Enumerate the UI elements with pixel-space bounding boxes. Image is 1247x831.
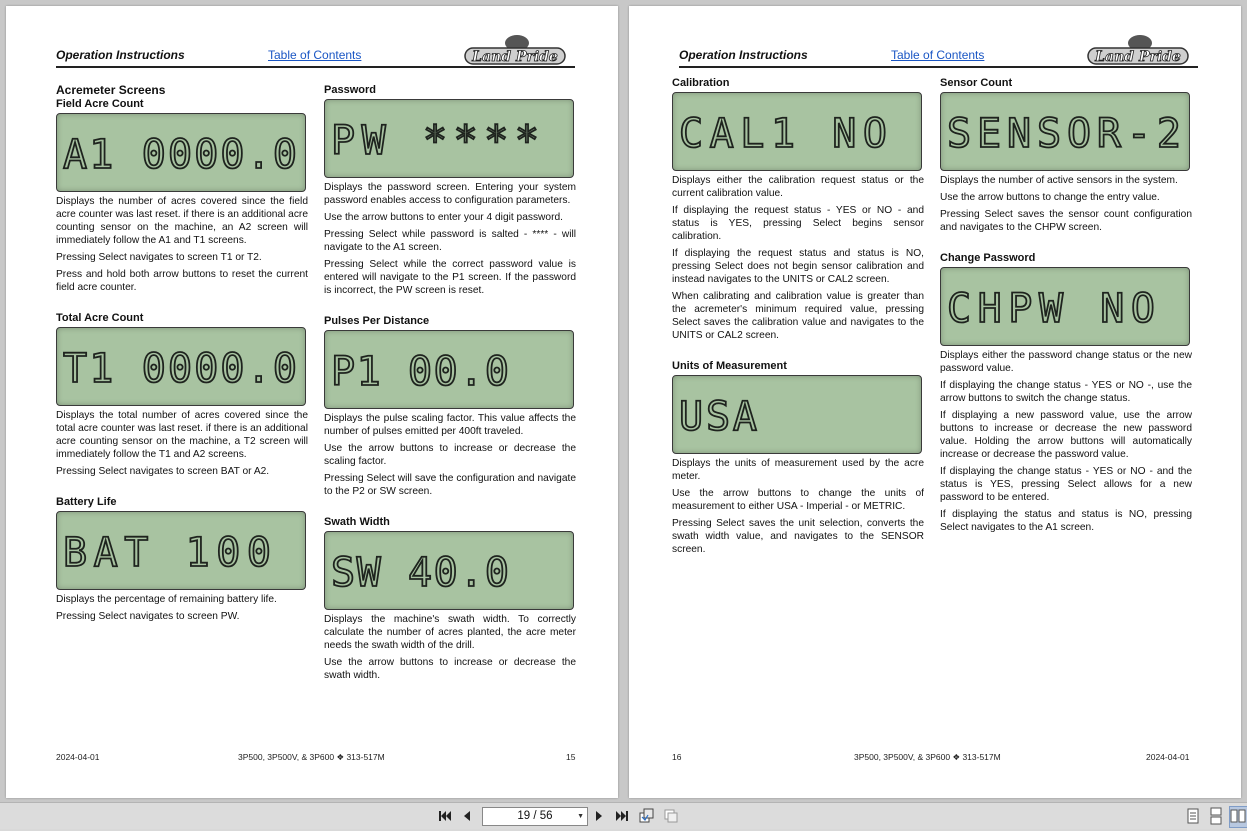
svg-text:BAT 100: BAT 100 — [63, 530, 273, 576]
swath-lcd — [324, 531, 574, 610]
svg-text:Land Pride: Land Pride — [472, 49, 558, 65]
svg-text:T1 0000.0: T1 0000.0 — [63, 346, 299, 392]
prev-page-icon[interactable] — [458, 807, 476, 825]
sensor-text-1: Displays the number of active sensors in the system. — [940, 175, 1178, 186]
footer-date: 2024-04-01 — [1146, 752, 1190, 762]
land-pride-logo — [463, 34, 567, 68]
chpw-text-4: If displaying the change status - YES or NO - and the status is YES, pressing Select allows for a new password to be entered. — [940, 466, 1192, 503]
svg-text:USA: USA — [679, 394, 759, 440]
viewer-toolbar — [0, 802, 1247, 829]
table-of-contents-link[interactable]: Table of Contents — [268, 48, 362, 62]
page-header — [679, 46, 1198, 68]
chpw-text-1: Displays either the password change status or the new password value. — [940, 350, 1192, 374]
footer-date: 2024-04-01 — [56, 752, 100, 762]
page-15 — [6, 6, 618, 798]
units-title: Units of Measurement — [672, 360, 787, 372]
chevron-down-icon[interactable]: ▼ — [577, 813, 584, 820]
section-title: Operation Instructions — [679, 48, 808, 62]
password-text-2: Use the arrow buttons to enter your 4 digit password. — [324, 212, 563, 223]
sensor-title: Sensor Count — [940, 77, 1013, 89]
fit-page-icon[interactable] — [662, 807, 680, 825]
left-column — [672, 77, 924, 560]
footer-models: 3P500, 3P500V, & 3P600 ❖ 313-517M — [854, 752, 1001, 762]
field-acre-text-1: Displays the number of acres covered since the field acre counter was last reset. if there is an additional acre counting sensor on the machine, an A2 screen will immediately follow the A1 and T1 screens. — [56, 196, 308, 246]
password-text-4: Pressing Select while the correct password value is entered will navigate to the P1 screen. If the password is incorrect, the PW screen is reset. — [324, 259, 576, 296]
svg-text:SW 40.0: SW 40.0 — [331, 550, 511, 596]
pulses-title: Pulses Per Distance — [324, 315, 430, 327]
svg-text:P1 00.0: P1 00.0 — [331, 349, 511, 395]
sensor-text-2: Use the arrow buttons to change the entry value. — [940, 192, 1160, 203]
first-page-icon[interactable] — [436, 807, 454, 825]
calibration-lcd — [672, 92, 922, 171]
units-text-3: Pressing Select saves the unit selection, converts the swath width value, and navigates to the SENSOR screen. — [672, 518, 924, 555]
single-page-view-icon[interactable] — [1184, 806, 1202, 826]
header-rule — [56, 66, 575, 68]
battery-text-1: Displays the percentage of remaining battery life. — [56, 594, 277, 605]
password-lcd — [324, 99, 574, 178]
copy-page-icon[interactable] — [638, 807, 656, 825]
calibration-title: Calibration — [672, 77, 730, 89]
pulses-text-2: Use the arrow buttons to increase or decrease the scaling factor. — [324, 443, 576, 467]
footer-models: 3P500, 3P500V, & 3P600 ❖ 313-517M — [238, 752, 385, 762]
svg-text:CAL1 NO: CAL1 NO — [679, 111, 889, 157]
battery-text-2: Pressing Select navigates to screen PW. — [56, 611, 240, 622]
swath-text-1: Displays the machine's swath width. To correctly calculate the number of acres planted, the acre meter needs the swath width of the drill. — [324, 614, 576, 651]
calibration-text-4: When calibrating and calibration value is greater than the acremeter's minimum required value, pressing Select saves the calibration value and navigates to the UNITS or CAL2 screen. — [672, 291, 924, 341]
header-rule — [679, 66, 1198, 68]
total-acre-text-2: Pressing Select navigates to screen BAT or A2. — [56, 466, 270, 477]
chpw-lcd — [940, 267, 1190, 346]
page-header — [56, 46, 575, 68]
field-acre-title: Field Acre Count — [56, 98, 144, 110]
battery-title: Battery Life — [56, 496, 117, 508]
pulses-text-1: Displays the pulse scaling factor. This value affects the number of pulses emitted per 400ft traveled. — [324, 413, 576, 437]
total-acre-lcd — [56, 327, 306, 406]
page-indicator: 19 / 56 — [517, 810, 553, 822]
svg-text:CHPW NO: CHPW NO — [947, 286, 1157, 332]
battery-lcd — [56, 511, 306, 590]
sensor-text-3: Pressing Select saves the sensor count configuration and navigates to the CHPW screen. — [940, 209, 1192, 233]
continuous-view-icon[interactable] — [1207, 806, 1225, 826]
page-16 — [629, 6, 1241, 798]
two-page-view-icon[interactable] — [1229, 806, 1247, 828]
password-text-3: Pressing Select while password is salted - **** - will navigate to the A1 screen. — [324, 229, 576, 253]
right-column — [940, 77, 1192, 538]
chpw-text-5: If displaying the status and status is NO, pressing Select navigates to the A1 screen. — [940, 509, 1192, 533]
swath-text-2: Use the arrow buttons to increase or decrease the swath width. — [324, 657, 576, 681]
chpw-text-3: If displaying a new password value, use the arrow buttons to increase or decrease the new password value. Holding the arrow buttons will automatically increase or decrease the password value. — [940, 410, 1192, 460]
svg-text:Land Pride: Land Pride — [1095, 49, 1181, 65]
chpw-title: Change Password — [940, 252, 1036, 264]
land-pride-logo — [1086, 34, 1190, 68]
pulses-lcd — [324, 330, 574, 409]
calibration-text-1: Displays either the calibration request status or the current calibration value. — [672, 175, 924, 199]
table-of-contents-link[interactable]: Table of Contents — [891, 48, 985, 62]
section-title: Operation Instructions — [56, 48, 185, 62]
field-acre-text-3: Press and hold both arrow buttons to reset the current field acre counter. — [56, 269, 308, 293]
password-text-1: Displays the password screen. Entering your system password enables access to configuration parameters. — [324, 182, 576, 206]
right-column — [324, 84, 576, 686]
footer-page-number: 15 — [566, 752, 576, 762]
chpw-text-2: If displaying the change status - YES or NO -, use the arrow buttons to switch the change status. — [940, 380, 1192, 404]
footer-page-number: 16 — [672, 752, 682, 762]
field-acre-text-2: Pressing Select navigates to screen T1 or T2. — [56, 252, 262, 263]
field-acre-lcd — [56, 113, 306, 192]
total-acre-text-1: Displays the total number of acres covered since the total acre counter was last reset. if there is an additional acre counting sensor on the machine, a T2 screen will immediately follow the T1 and A2 screens. — [56, 410, 308, 460]
sensor-lcd — [940, 92, 1190, 171]
svg-text:A1 0000.0: A1 0000.0 — [63, 132, 299, 178]
total-acre-title: Total Acre Count — [56, 312, 144, 324]
swath-title: Swath Width — [324, 516, 390, 528]
svg-text:SENSOR-2: SENSOR-2 — [947, 111, 1183, 157]
left-column — [56, 84, 308, 627]
pulses-text-3: Pressing Select will save the configuration and navigate to the P2 or SW screen. — [324, 473, 576, 497]
calibration-text-2: If displaying the request status - YES or NO - and status is YES, pressing Select begins sensor calibration. — [672, 205, 924, 242]
acremeter-heading: Acremeter Screens — [56, 83, 166, 97]
units-text-1: Displays the units of measurement used by the acre meter. — [672, 458, 924, 482]
calibration-text-3: If displaying the request status and status is NO, pressing Select does not begin sensor calibration and instead navigates to the UNITS or CAL2 screen. — [672, 248, 924, 285]
units-text-2: Use the arrow buttons to change the units of measurement to either USA - Imperial - or METRIC. — [672, 488, 924, 512]
password-title: Password — [324, 84, 376, 96]
units-lcd — [672, 375, 922, 454]
next-page-icon[interactable] — [590, 807, 608, 825]
page-number-input[interactable] — [482, 807, 588, 826]
svg-text:PW ****: PW **** — [331, 118, 541, 164]
last-page-icon[interactable] — [613, 807, 631, 825]
